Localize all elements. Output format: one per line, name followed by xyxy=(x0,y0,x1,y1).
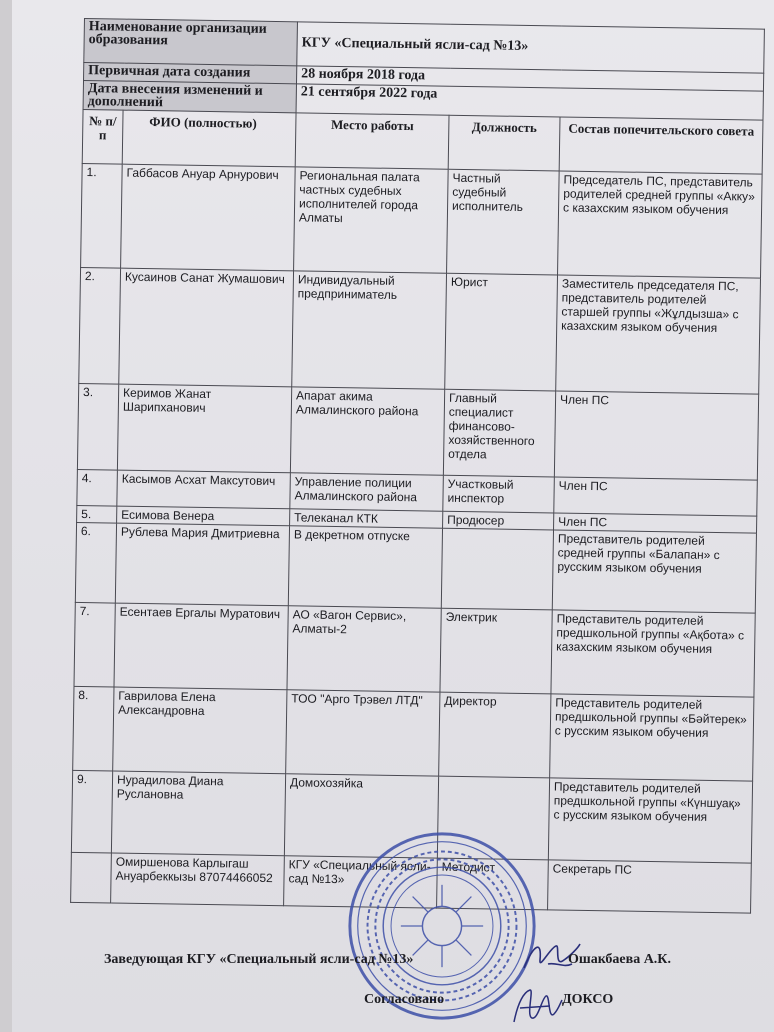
row-position: Юрист xyxy=(445,273,558,391)
row-fio: Есимова Венера xyxy=(117,506,290,526)
org-value: КГУ «Специальный ясли-сад №13» xyxy=(297,22,765,73)
dokso-label: ДОКСО xyxy=(562,992,614,1007)
row-position: Методист xyxy=(437,858,549,910)
council-table xyxy=(70,18,765,914)
row-role: Представитель родителей средней группы «Балапан» с русским языком обучения xyxy=(552,530,756,613)
changed-label: Дата внесения изменений и дополнений xyxy=(83,81,296,113)
table-row xyxy=(77,383,758,480)
col-council: Состав попечительского совета xyxy=(559,117,763,174)
row-fio: Гаврилова Елена Александровна xyxy=(113,687,287,774)
row-position: Главный специалист финансово-хозяйственного отдела xyxy=(443,389,555,477)
row-role: Представитель родителей предшкольной группы «Бәйтерек» с русским языком обучения xyxy=(550,694,754,781)
row-fio: Кусаинов Санат Жумашович xyxy=(119,268,294,387)
row-fio: Омиршенова Карлыгаш Ануарбеккызы 87074466052 xyxy=(111,853,285,906)
changed-value: 21 сентября 2022 года xyxy=(296,84,763,120)
row-fio: Есентаев Ергалы Муратович xyxy=(114,603,288,690)
row-num: 3. xyxy=(77,383,118,470)
row-work: Телеканал КТК xyxy=(290,509,443,528)
row-fio: Рублева Мария Дмитриевна xyxy=(115,523,289,606)
row-position: Участковый инспектор xyxy=(443,475,555,513)
row-num: 5. xyxy=(77,505,117,523)
row-role: Председатель ПС, представитель родителей средней группы «Акку» с казахским языком обучения xyxy=(558,171,763,278)
row-work: КГУ «Специальный ясли-сад №13» xyxy=(284,856,438,908)
table-row xyxy=(74,602,755,697)
row-num: 2. xyxy=(79,267,121,384)
head-label: Заведующая КГУ «Специальный ясли-сад №13» xyxy=(104,952,414,967)
created-value: 28 ноября 2018 года xyxy=(296,66,763,91)
row-position: Электрик xyxy=(440,608,552,694)
table-row xyxy=(73,686,754,781)
row-work: Региональная палата частных судебных исполнителей города Алматы xyxy=(294,167,449,273)
head-name: Ошакбаева А.К. xyxy=(568,952,671,967)
row-fio: Керимов Жанат Шарипханович xyxy=(117,384,291,473)
row-role: Член ПС xyxy=(554,513,757,533)
table-row xyxy=(79,267,761,394)
footer xyxy=(104,952,704,1014)
col-num: № п/п xyxy=(82,109,123,164)
col-position: Должность xyxy=(448,115,560,171)
row-role: Член ПС xyxy=(554,391,758,480)
agreed-label: Согласовано xyxy=(364,992,445,1007)
row-work: АО «Вагон Сервис», Алматы-2 xyxy=(287,606,441,692)
row-num: 8. xyxy=(73,686,114,771)
row-work: Управление полиции Алмалинского района xyxy=(290,473,444,511)
col-work: Место работы xyxy=(295,113,449,169)
table-body xyxy=(71,163,763,913)
row-num: 4. xyxy=(77,469,118,506)
row-num xyxy=(71,852,112,903)
row-position: Директор xyxy=(439,692,551,778)
row-num: 7. xyxy=(74,602,115,687)
row-position: Продюсер xyxy=(443,511,554,530)
row-num: 1. xyxy=(81,163,123,268)
created-label: Первичная дата создания xyxy=(84,63,297,84)
row-num: 6. xyxy=(75,522,116,603)
row-work: В декретном отпуске xyxy=(288,526,442,608)
row-num: 9. xyxy=(71,770,112,853)
row-work: ТОО "Арго Трэвел ЛТД" xyxy=(286,690,440,776)
org-label: Наименование организации образования xyxy=(84,19,298,66)
row-work: Домохозяйка xyxy=(284,774,438,858)
row-role: Секретарь ПС xyxy=(548,860,752,913)
table-row xyxy=(75,522,756,613)
row-role: Представитель родителей предшкольной группы «Күншуақ» с русским языком обучения xyxy=(548,778,752,863)
document-page xyxy=(70,18,764,914)
row-role: Член ПС xyxy=(554,477,758,516)
row-fio: Нурадилова Диана Руслановна xyxy=(111,771,285,856)
row-position xyxy=(441,528,553,610)
row-role: Заместитель председателя ПС, представитель родителей старшей группы «Жұлдызша» с казахским языком обучения xyxy=(556,275,761,394)
row-work: Апарат акима Алмалинского района xyxy=(290,387,444,475)
col-fio: ФИО (полностью) xyxy=(122,110,296,167)
row-fio: Касымов Асхат Максутович xyxy=(117,470,291,509)
row-role: Представитель родителей предшкольной группы «Ақбота» с казахским языком обучения xyxy=(551,610,755,697)
row-work: Индивидуальный предприниматель xyxy=(292,271,447,389)
row-position: Частный судебный исполнитель xyxy=(447,169,560,275)
table-row xyxy=(81,163,763,278)
header-block xyxy=(82,19,764,175)
row-fio: Габбасов Ануар Арнурович xyxy=(121,164,296,271)
